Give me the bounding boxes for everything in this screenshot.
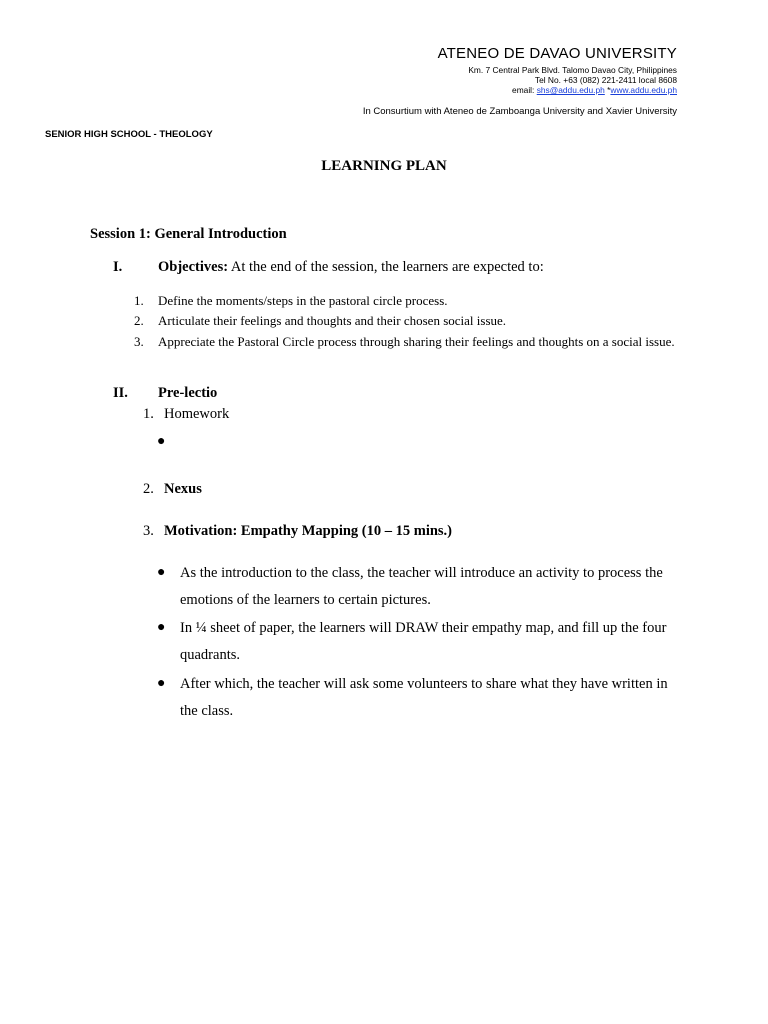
objectives-label: Objectives: (158, 259, 229, 275)
email-label: email: (512, 85, 537, 95)
university-name: ATENEO DE DAVAO UNIVERSITY (437, 45, 677, 62)
objective-2-text: Articulate their feelings and thoughts and their chosen social issue. (158, 313, 507, 328)
prelectio-item-1-number: 1. (143, 406, 154, 422)
university-address: Km. 7 Central Park Blvd. Talomo Davao City, Philippines (468, 65, 677, 75)
consortium-note: In Consurtium with Ateneo de Zamboanga University and Xavier University (362, 106, 677, 117)
objective-3-text: Appreciate the Pastoral Circle process through sharing their feelings and thoughts on a social issue. (158, 334, 675, 349)
prelectio-item-3-number: 3. (143, 523, 154, 539)
objective-3-number: 3. (134, 334, 144, 349)
university-contact (512, 85, 677, 96)
objectives-text: At the end of the session, the learners are expected to: (228, 259, 544, 275)
department-label: SENIOR HIGH SCHOOL - THEOLOGY (45, 129, 213, 140)
objective-1-text: Define the moments/steps in the pastoral circle process. (158, 293, 448, 308)
motivation-bullet-3-marker: ● (157, 676, 166, 691)
empty-bullet: ● (157, 434, 166, 449)
university-tel: Tel No. +63 (082) 221-2411 local 8608 (534, 75, 677, 85)
objective-1-number: 1. (134, 293, 144, 308)
session-heading: Session 1: General Introduction (90, 226, 287, 242)
motivation-bullet-2-marker: ● (157, 620, 166, 635)
contact-separator: * (604, 85, 611, 95)
section-2-numeral: II. (113, 385, 128, 401)
prelectio-item-2-number: 2. (143, 481, 154, 497)
objectives-line (158, 259, 544, 276)
prelectio-item-1-text: Homework (164, 406, 230, 422)
section-1-numeral: I. (113, 259, 123, 275)
document-title: LEARNING PLAN (321, 158, 447, 174)
motivation-bullet-2: In ¼ sheet of paper, the learners will DRAW their empathy map, and fill up the four quadrants. (180, 620, 667, 663)
email-link[interactable]: shs@addu.edu.ph (536, 85, 605, 95)
motivation-bullet-1-marker: ● (157, 565, 166, 580)
website-link[interactable]: www.addu.edu.ph (610, 85, 677, 95)
motivation-bullet-1: As the introduction to the class, the teacher will introduce an activity to process the emotions of the learners to certain pictures. (180, 565, 663, 608)
objective-2-number: 2. (134, 313, 144, 328)
motivation-bullet-3: After which, the teacher will ask some volunteers to share what they have written in the class. (180, 676, 668, 719)
prelectio-heading: Pre-lectio (158, 385, 218, 401)
prelectio-item-3-text: Motivation: Empathy Mapping (10 – 15 mins.) (164, 523, 453, 539)
prelectio-item-2-text: Nexus (164, 481, 202, 497)
